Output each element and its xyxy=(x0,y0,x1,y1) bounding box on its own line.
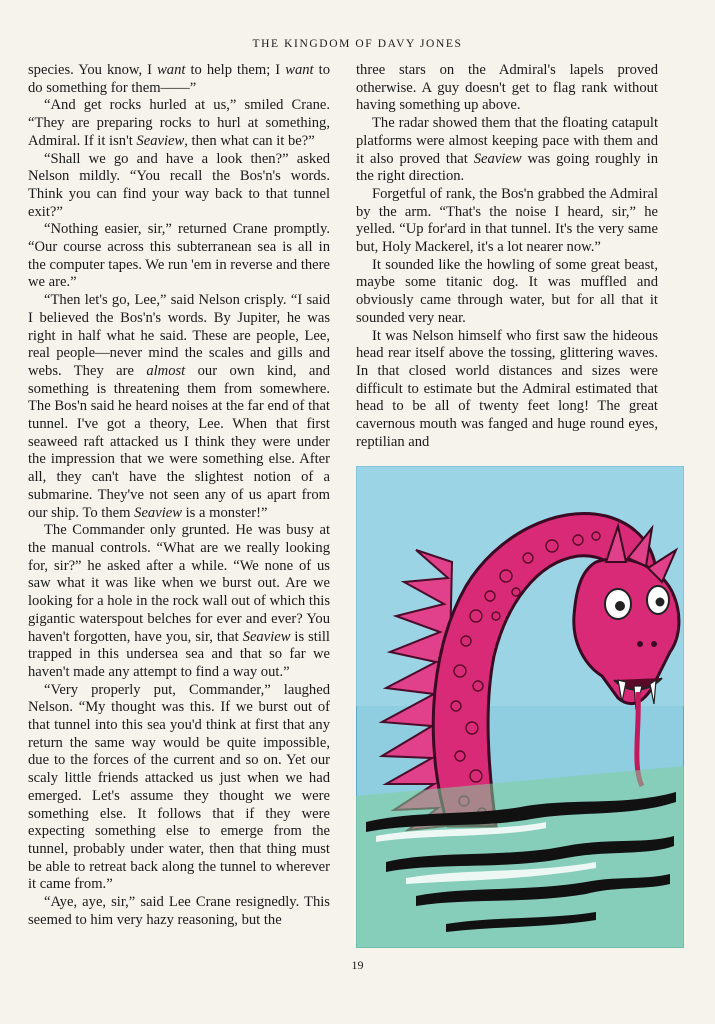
text-run: is still trapped in this undersea sea and that so far we haven't made any attempt to find a way out.” xyxy=(28,628,330,680)
page-number: 19 xyxy=(351,958,364,972)
paragraph xyxy=(28,682,330,894)
italic-text-run: Seaview xyxy=(134,504,182,521)
paragraph xyxy=(28,62,330,97)
paragraph xyxy=(356,328,658,452)
text-run: to do something for them——” xyxy=(28,62,330,96)
text-run: species. You know, I xyxy=(28,62,158,78)
italic-text-run: want xyxy=(285,62,314,78)
text-run: The radar showed them that the floating catapult platforms were almost keeping pace with them and it also proved that xyxy=(356,115,658,167)
text-run: “Aye, aye, sir,” said Lee Crane resignedly. This seemed to him very hazy reasoning, but the xyxy=(28,894,330,928)
paragraph xyxy=(356,62,658,115)
text-run: “Nothing easier, sir,” returned Crane promptly. “Our course across this subterranean sea is all in the computer tapes. We run 'em in reverse and there we are.” xyxy=(28,221,330,291)
text-run: to help them; I xyxy=(185,62,286,78)
italic-text-run: want xyxy=(157,62,186,78)
paragraph xyxy=(28,221,330,292)
paragraph xyxy=(356,115,658,186)
italic-text-run: Seaview xyxy=(242,628,291,645)
italic-text-run: Seaview xyxy=(473,150,522,167)
paragraph xyxy=(28,292,330,522)
text-run: is a monster!” xyxy=(181,504,268,521)
text-run: “And get rocks hurled at us,” smiled Crane. “They are preparing rocks to hurl at something, Admiral. If it isn't xyxy=(28,97,330,149)
text-run: , then what can it be?” xyxy=(184,132,315,149)
text-run: three stars on the Admiral's lapels proved otherwise. A guy doesn't get to flag rank without having something up above. xyxy=(356,62,658,114)
text-run: It was Nelson himself who first saw the hideous head rear itself above the tossing, glittering waves. In that closed world distances and sizes were difficult to estimate but the Admiral estimated that head to be all of twenty feet long! The great cavernous mouth was fanged and huge round eyes, reptilian and xyxy=(356,327,658,450)
text-run: It sounded like the howling of some great beast, maybe some titanic dog. It was muffled and obviously came through water, but for all that it sounded very near. xyxy=(356,256,658,326)
paragraph xyxy=(356,257,658,328)
text-column-left xyxy=(28,62,330,929)
text-run: Forgetful of rank, the Bos'n grabbed the Admiral by the arm. “That's the noise I heard, sir,” he yelled. “Up for'ard in that tunnel. It's the very same but, Holy Mackerel, it's a lot nearer now.” xyxy=(356,185,658,256)
sea-serpent-illustration xyxy=(356,466,684,948)
italic-text-run: almost xyxy=(146,362,186,379)
italic-text-run: Seaview xyxy=(136,132,185,149)
text-run: “Very properly put, Commander,” laughed Nelson. “My thought was this. If we burst out of that tunnel into this sea you'd think at first that any return the same way would be quite impossible, due to the forces of the current and so on. Yet our scaly little friends attacked us just when we had emerged. Let's assume they thought we were something else. It follows that if they were expecting something else to emerge from the tunnel, probably under water, then that thing must be able to retreat back along the tunnel to wherever it came from.” xyxy=(28,681,330,893)
text-run: was going roughly in the right direction. xyxy=(356,150,658,185)
running-header: THE KINGDOM OF DAVY JONES xyxy=(252,38,463,50)
paragraph xyxy=(356,186,658,257)
text-run: “Then let's go, Lee,” said Nelson crisply. “I said I believed the Bos'n's words. By Jupiter, he was right in half what he said. These are people, Lee, real people—never mind the scales and gills and webs. They are xyxy=(28,292,330,379)
paragraph xyxy=(28,151,330,222)
text-run: The Commander only grunted. He was busy at the manual controls. “What are we really looking for, sir?” he asked after a while. “We none of us saw what it was like when we burst out. Are we looking for a hole in the rock wall out of which this gigantic waterspout belches for ever and ever? You haven't forgotten, have you, sir, that xyxy=(28,522,330,645)
text-run: our own kind, and something is threatening them from somewhere. The Bos'n said he heard noises at the far end of that tunnel. I've got a theory, Lee. When that first seaweed raft attacked us I think they were under the impression that we were something else. After all, they can't have the slightest notion of a submarine. They've not seen any of us apart from our ship. To them xyxy=(28,362,330,521)
paragraph xyxy=(28,97,330,150)
paragraph xyxy=(28,522,330,681)
paragraph xyxy=(28,894,330,929)
text-column-right xyxy=(356,62,658,451)
text-run: “Shall we go and have a look then?” asked Nelson mildly. “You recall the Bos'n's words. Think you can find your way back to that tunnel exit?” xyxy=(28,150,330,220)
